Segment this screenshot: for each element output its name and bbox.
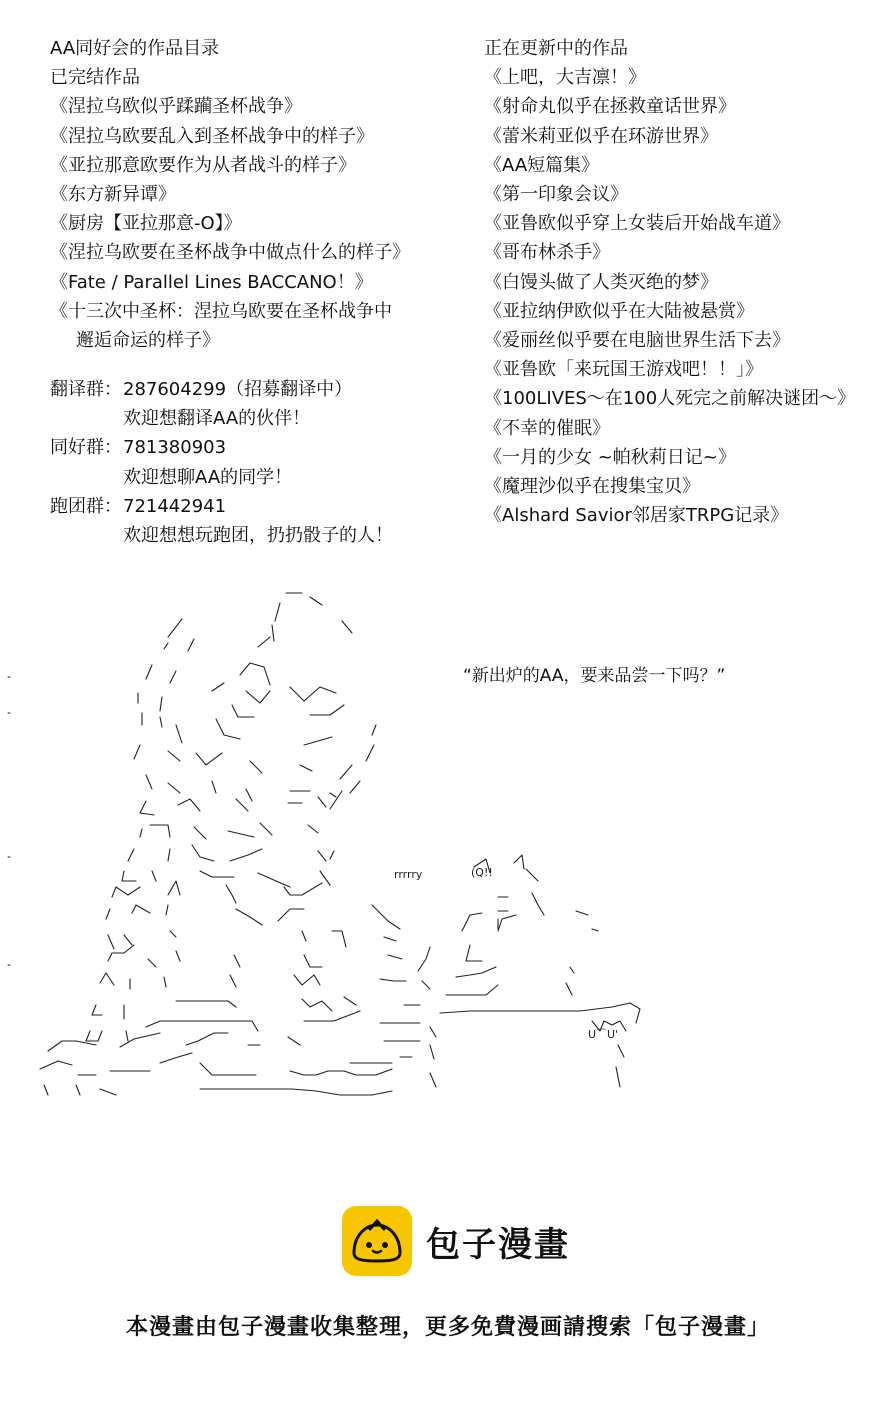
group-number: 721442941 xyxy=(123,495,227,517)
ongoing-work-item: 《魔理沙似乎在搜集宝贝》 xyxy=(484,476,700,498)
ongoing-work-item: 《爱丽丝似乎要在电脑世界生活下去》 xyxy=(484,330,790,352)
completed-work-item: 《涅拉乌欧要乱入到圣杯战争中的样子》 xyxy=(50,125,374,147)
completed-works-column xyxy=(50,34,470,355)
completed-work-item: 《涅拉乌欧似乎蹂躏圣杯战争》 xyxy=(50,96,302,118)
group-translation xyxy=(50,375,393,404)
completed-work-item: 《亚拉那意欧要作为从者战斗的样子》 xyxy=(50,154,356,176)
group-note: 欢迎想聊AA的同学！ xyxy=(123,466,293,488)
contact-groups xyxy=(50,375,393,550)
ongoing-work-item: 《射命丸似乎在拯救童话世界》 xyxy=(484,96,736,118)
group-fans xyxy=(50,433,393,462)
ongoing-work-item: 《AA短篇集》 xyxy=(484,154,600,176)
group-note: 欢迎想翻译AA的伙伴！ xyxy=(123,408,311,430)
ongoing-works-column xyxy=(484,34,884,530)
bun-icon xyxy=(342,1206,412,1276)
completed-work-item: 《涅拉乌欧要在圣杯战争中做点什么的样子》 xyxy=(50,242,410,264)
group-label: 同好群： xyxy=(50,437,122,459)
ongoing-work-item: 《不幸的催眠》 xyxy=(484,417,610,439)
baozi-logo xyxy=(342,1206,570,1276)
ascii-fragment: rrrrry xyxy=(394,868,423,881)
ongoing-work-item: 《一月的少女 ~帕秋莉日记~》 xyxy=(484,446,736,468)
ongoing-heading: 正在更新中的作品 xyxy=(484,38,628,59)
ongoing-work-item: 《蕾米莉亚似乎在环游世界》 xyxy=(484,125,718,147)
completed-work-item: 《Fate / Parallel Lines BACCANO！》 xyxy=(50,271,373,293)
completed-work-item: 《十三次中圣杯：涅拉乌欧要在圣杯战争中 xyxy=(50,300,392,322)
group-number: 287604299（招募翻译中） xyxy=(123,379,353,400)
group-number: 781380903 xyxy=(123,437,227,459)
group-label: 翻译群： xyxy=(50,379,122,400)
ongoing-work-item: 《亚鲁欧「来玩国王游戏吧！！」》 xyxy=(484,359,763,381)
group-trpg xyxy=(50,492,393,521)
ongoing-work-item: 《第一印象会议》 xyxy=(484,184,628,206)
ascii-fragment: U⌒U' xyxy=(588,1028,619,1041)
ascii-art-illustration xyxy=(0,575,896,1115)
ongoing-work-item: 《白馒头做了人类灭绝的梦》 xyxy=(484,271,718,293)
ongoing-work-item: 《亚拉纳伊欧似乎在大陆被悬赏》 xyxy=(484,300,754,322)
speech-line: “新出炉的AA，要来品尝一下吗？” xyxy=(463,666,726,686)
group-note: 欢迎想想玩跑团，扔扔骰子的人！ xyxy=(123,525,393,547)
completed-work-item-continued: 邂逅命运的样子》 xyxy=(76,330,220,352)
ongoing-work-item: 《上吧，大吉凛！》 xyxy=(484,67,646,89)
catalog-title: AA同好会的作品目录 xyxy=(50,38,220,59)
ongoing-work-item: 《Alshard Savior邻居家TRPG记录》 xyxy=(484,505,789,527)
footer-notice: 本漫畫由包子漫畫收集整理，更多免費漫画請搜索「包子漫畫」 xyxy=(125,1315,770,1340)
completed-heading: 已完结作品 xyxy=(50,67,140,89)
ongoing-work-item: 《哥布林杀手》 xyxy=(484,242,610,264)
ascii-fragment: (Q!! xyxy=(471,866,493,879)
ongoing-work-item: 《亚鲁欧似乎穿上女装后开始战车道》 xyxy=(484,213,790,235)
logo-wordmark: 包子漫畫 xyxy=(426,1224,570,1265)
ongoing-work-item: 《100LIVES～在100人死完之前解决谜团～》 xyxy=(484,388,856,410)
completed-work-item: 《厨房【亚拉那意-O】》 xyxy=(50,213,242,235)
completed-work-item: 《东方新异谭》 xyxy=(50,184,176,206)
group-label: 跑团群： xyxy=(50,495,122,517)
